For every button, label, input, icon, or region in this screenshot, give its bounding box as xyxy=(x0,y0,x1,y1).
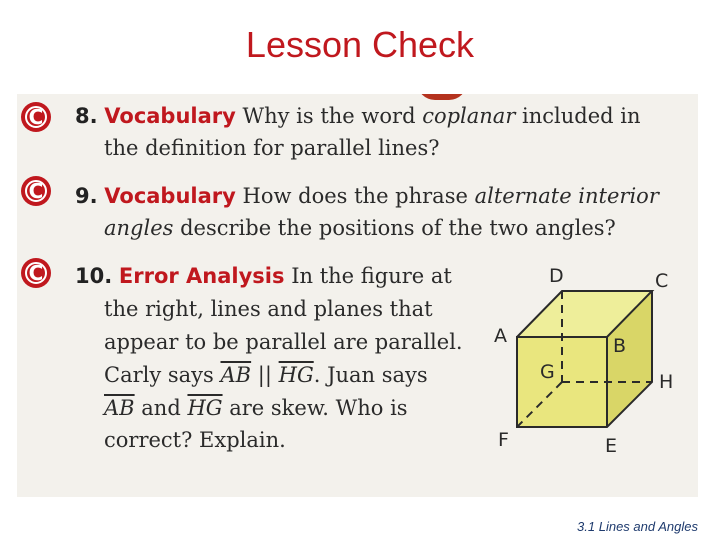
question-text: are skew. Who is xyxy=(222,396,408,420)
segment-hg: $\overline{HG}$ xyxy=(278,363,314,387)
parallel-symbol: || xyxy=(251,363,279,387)
question-number: 9. xyxy=(75,184,98,208)
c-circle-icon: C xyxy=(21,176,51,206)
question-10-line-6: correct? Explain. xyxy=(104,428,286,452)
question-text: Why is the word xyxy=(242,104,423,128)
c-circle-icon: C xyxy=(21,258,51,288)
slide-title: Lesson Check xyxy=(245,24,475,65)
c-circle-icon: C xyxy=(21,102,51,132)
segment-ab: $\overline{AB}$ xyxy=(220,363,252,387)
question-text-italic: coplanar xyxy=(422,104,516,128)
textbook-photo xyxy=(17,94,698,497)
question-text-italic: alternate interior xyxy=(474,184,659,208)
question-keyword: Vocabulary xyxy=(104,184,236,208)
vertex-label-g: G xyxy=(540,361,555,383)
vertex-label-c: C xyxy=(655,270,669,292)
question-text: . Juan says xyxy=(313,363,428,387)
vertex-label-d: D xyxy=(549,265,564,287)
question-keyword: Vocabulary xyxy=(104,104,236,128)
question-text-italic: angles xyxy=(104,216,174,240)
segment-ab: $\overline{AB}$ xyxy=(104,396,135,420)
question-10-line-3: appear to be parallel are parallel. xyxy=(104,330,463,354)
vertex-label-e: E xyxy=(605,435,618,457)
question-8-line-2: the definition for parallel lines? xyxy=(104,136,440,160)
question-text: How does the phrase xyxy=(242,184,475,208)
question-keyword: Error Analysis xyxy=(118,264,285,288)
vertex-label-f: F xyxy=(498,429,509,451)
slide-footer: 3.1 Lines and Angles xyxy=(577,519,698,534)
vertex-label-b: B xyxy=(613,335,627,357)
vertex-label-a: A xyxy=(494,325,507,347)
question-text: In the figure at xyxy=(291,264,452,288)
cube-figure xyxy=(17,94,698,497)
question-text: describe the positions of the two angles? xyxy=(173,216,616,240)
question-number: 10. xyxy=(75,264,113,288)
question-number: 8. xyxy=(75,104,98,128)
question-text: Carly says xyxy=(104,363,221,387)
vertex-label-h: H xyxy=(659,371,674,393)
question-10-line-2: the right, lines and planes that xyxy=(104,297,433,321)
question-text: and xyxy=(134,396,188,420)
question-text: included in xyxy=(515,104,641,128)
segment-hg: $\overline{HG}$ xyxy=(187,396,223,420)
